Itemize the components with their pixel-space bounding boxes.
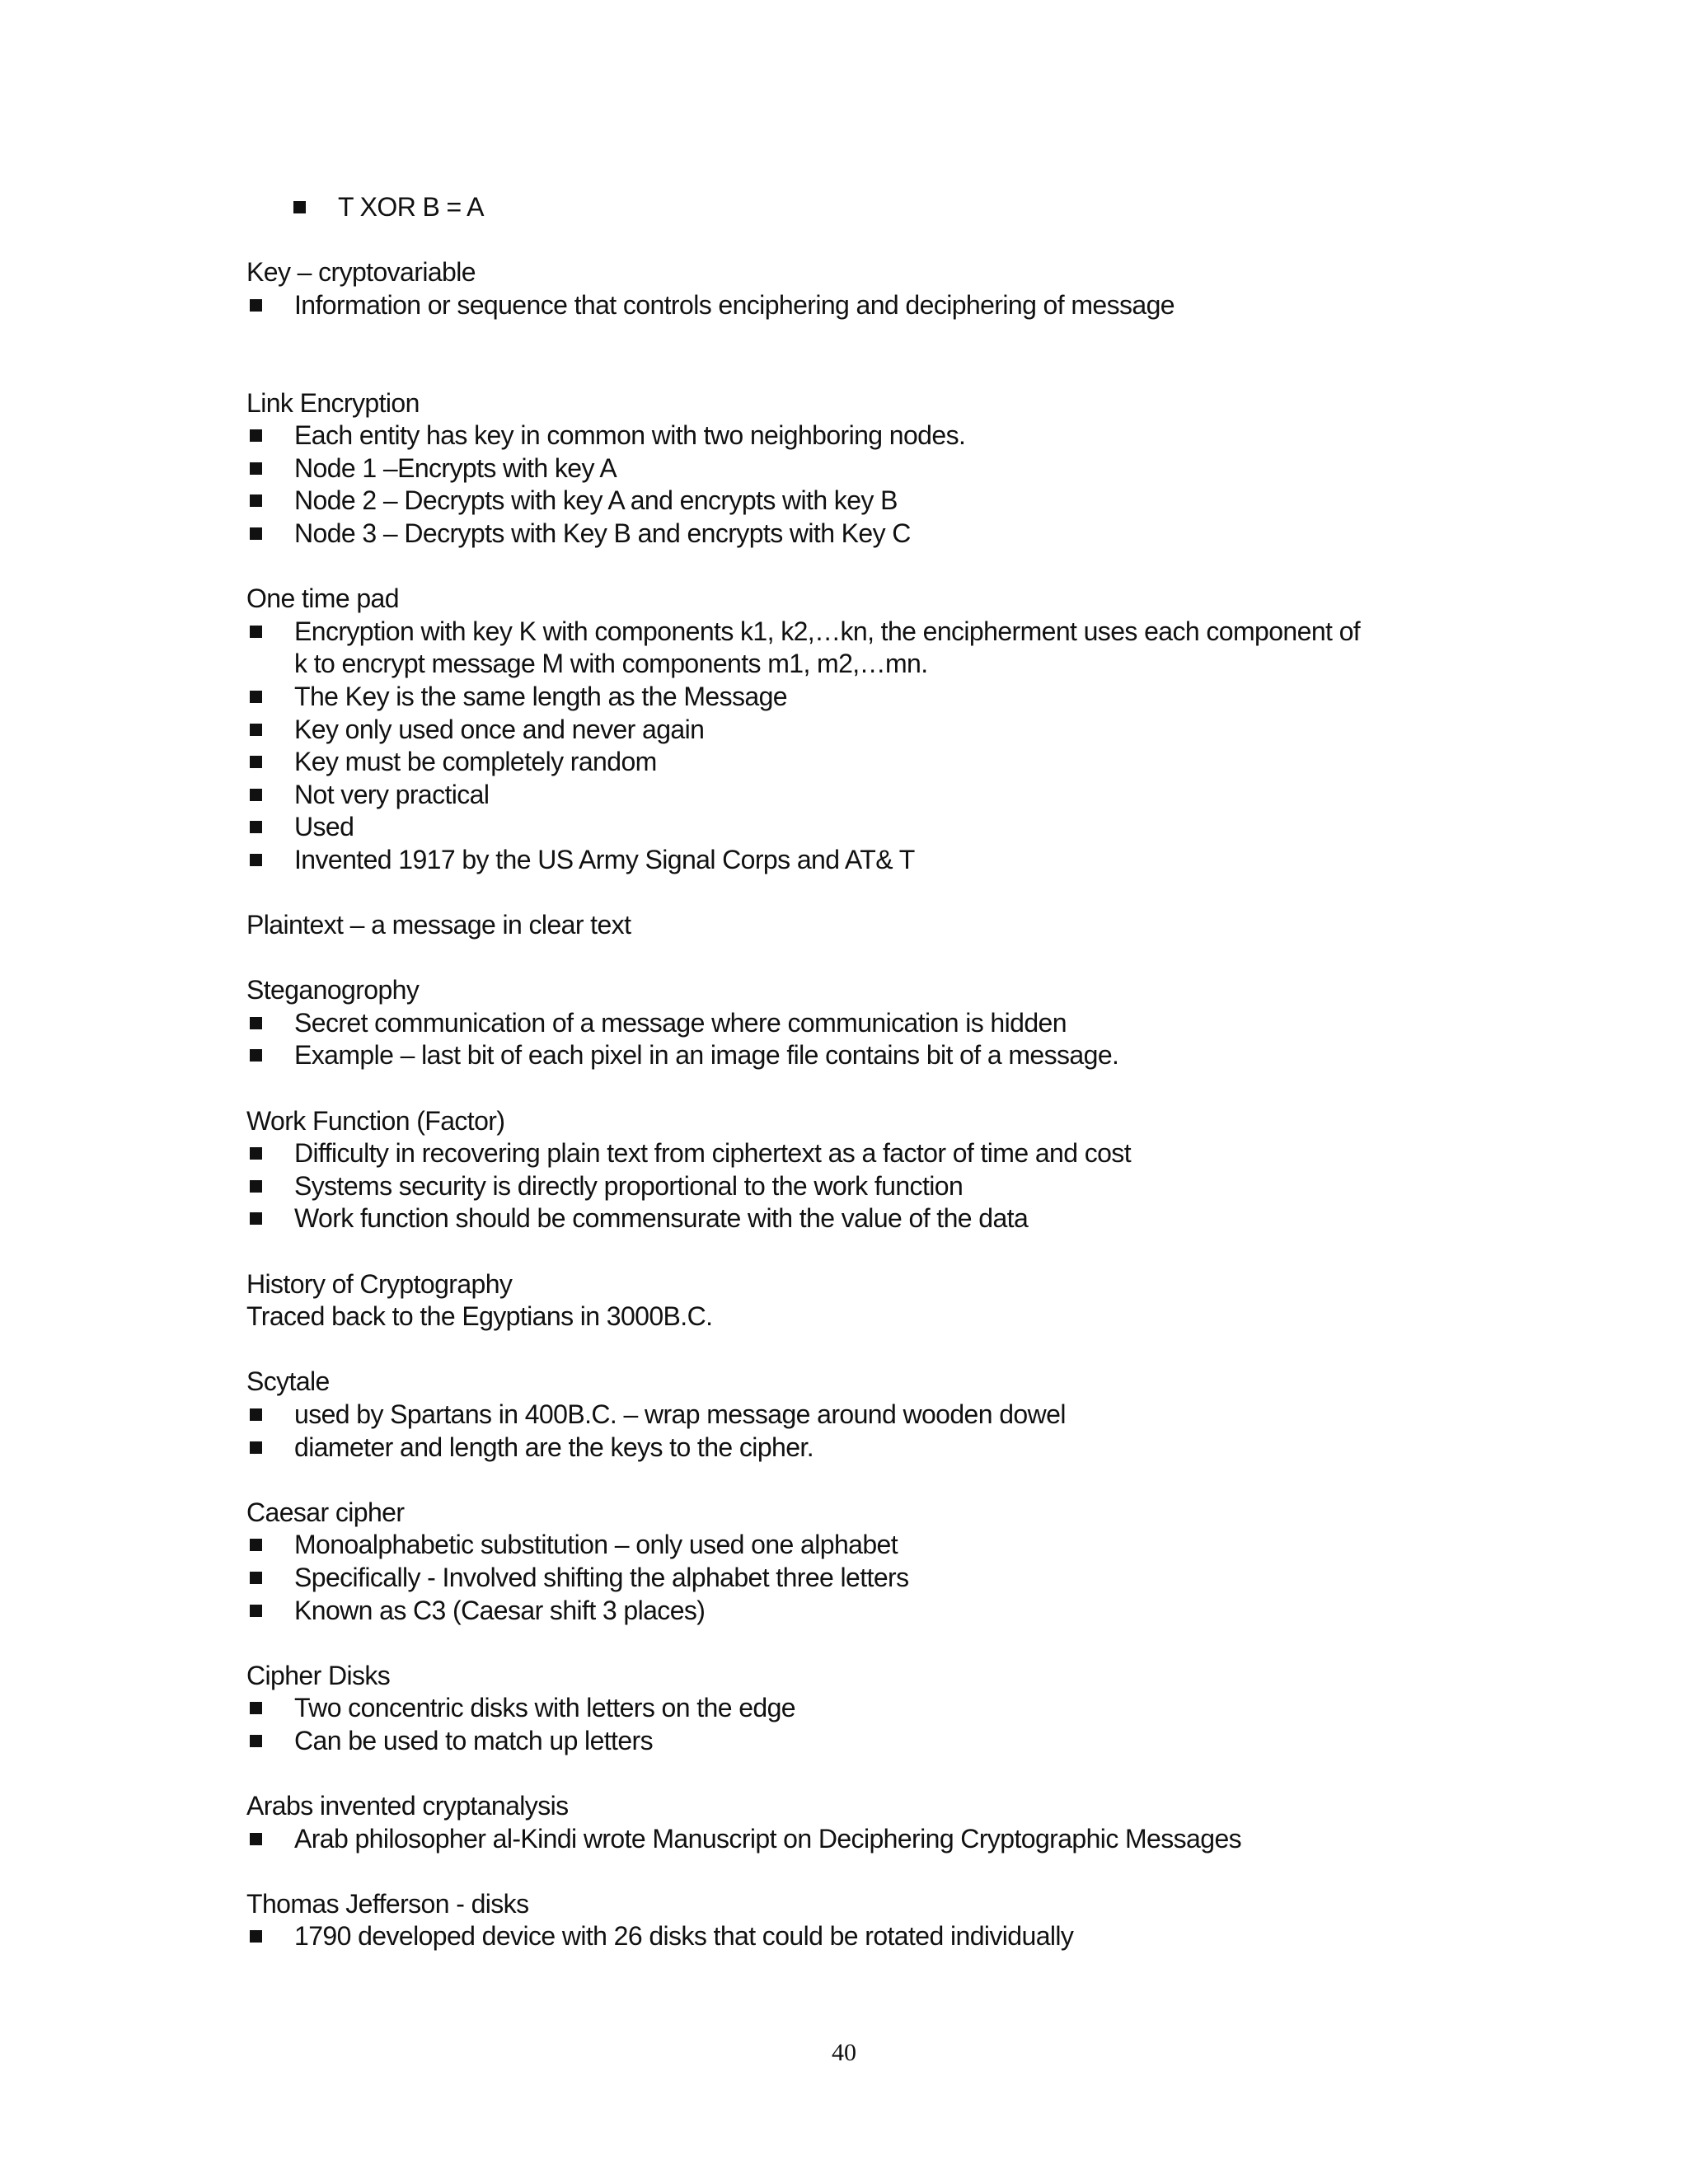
list-item [246, 681, 1532, 714]
square-bullet-icon [250, 756, 262, 768]
list-item [246, 779, 1532, 812]
square-bullet-icon [250, 691, 262, 703]
square-bullet-icon [250, 1441, 262, 1454]
list-item [246, 1137, 1532, 1170]
list-item [246, 616, 1532, 649]
list-item-text: Two concentric disks with letters on the edge [294, 1693, 795, 1723]
section-heading: Steganogrophy [246, 975, 420, 1005]
list-item [290, 191, 1532, 224]
list-item [246, 419, 1532, 452]
list-item-text: Monoalphabetic substitution – only used one alphabet [294, 1530, 898, 1560]
list-item-text: Known as C3 (Caesar shift 3 places) [294, 1595, 706, 1625]
list-item [246, 1595, 1532, 1628]
list-item-text: diameter and length are the keys to the cipher. [294, 1432, 814, 1462]
square-bullet-icon [250, 1180, 262, 1193]
section-heading: Arabs invented cryptanalysis [246, 1791, 569, 1821]
list-item [246, 452, 1532, 485]
square-bullet-icon [250, 429, 262, 442]
square-bullet-icon [250, 1017, 262, 1029]
list-item [246, 1170, 1532, 1203]
square-bullet-icon [250, 789, 262, 801]
list-item [246, 1007, 1532, 1040]
page-number: 40 [832, 2039, 856, 2066]
square-bullet-icon [250, 1539, 262, 1551]
list-item-text: Arab philosopher al-Kindi wrote Manuscript on Deciphering Cryptographic Messages [294, 1823, 1242, 1854]
section-heading: Thomas Jefferson - disks [246, 1888, 529, 1919]
list-item-text: 1790 developed device with 26 disks that could be rotated individually [294, 1921, 1074, 1952]
list-item [246, 1432, 1532, 1465]
list-item-text: Encryption with key K with components k1, k2,…kn, the encipherment uses each component of [294, 616, 1361, 646]
square-bullet-icon [250, 1147, 262, 1160]
list-item [246, 746, 1532, 779]
list-item-text: Work function should be commensurate with the value of the data [294, 1203, 1029, 1234]
list-item [246, 1920, 1532, 1953]
list-item-text: Node 2 – Decrypts with key A and encrypts with key B [294, 485, 898, 516]
square-bullet-icon [250, 1605, 262, 1617]
list-item-text: The Key is the same length as the Message [294, 681, 787, 711]
list-item-text: Systems security is directly proportional to the work function [294, 1170, 964, 1201]
square-bullet-icon [250, 494, 262, 507]
list-item-text: Information or sequence that controls enciphering and deciphering of message [294, 289, 1175, 320]
list-item-text: Used [294, 812, 354, 842]
square-bullet-icon [250, 1408, 262, 1421]
list-item-text: used by Spartans in 400B.C. – wrap message around wooden dowel [294, 1399, 1066, 1429]
list-item-text: Difficulty in recovering plain text from ciphertext as a factor of time and cost [294, 1138, 1131, 1169]
list-item [246, 1562, 1532, 1595]
square-bullet-icon [250, 724, 262, 736]
square-bullet-icon [293, 201, 306, 213]
list-item [246, 1823, 1532, 1856]
square-bullet-icon [250, 1572, 262, 1584]
section-heading: Caesar cipher [246, 1497, 405, 1527]
list-item-text: Node 3 – Decrypts with Key B and encrypts with Key C [294, 518, 911, 548]
list-item [246, 1399, 1532, 1432]
list-item-text: T XOR B = A [338, 192, 484, 222]
section-heading: One time pad [246, 583, 399, 614]
list-item [246, 1692, 1532, 1725]
page-body [246, 191, 1532, 1953]
list-item-text: Node 1 –Encrypts with key A [294, 452, 617, 483]
list-item-text: Each entity has key in common with two neighboring nodes. [294, 420, 966, 451]
list-item [246, 289, 1532, 322]
section-heading: Scytale [246, 1366, 330, 1397]
list-item [246, 485, 1532, 518]
square-bullet-icon [250, 1212, 262, 1225]
section-heading: Plaintext – a message in clear text [246, 910, 631, 940]
square-bullet-icon [250, 854, 262, 866]
square-bullet-icon [250, 1049, 262, 1062]
list-item-text: Secret communication of a message where communication is hidden [294, 1007, 1067, 1038]
list-item [246, 811, 1532, 844]
list-item-text: Example – last bit of each pixel in an image file contains bit of a message. [294, 1040, 1119, 1071]
square-bullet-icon [250, 527, 262, 540]
square-bullet-icon [250, 821, 262, 833]
square-bullet-icon [250, 1735, 262, 1747]
section-heading: Link Encryption [246, 387, 420, 418]
section-heading: Work Function (Factor) [246, 1105, 505, 1136]
list-item-text: Invented 1917 by the US Army Signal Corps and AT& T [294, 844, 915, 874]
section-text: Traced back to the Egyptians in 3000B.C. [246, 1301, 713, 1332]
square-bullet-icon [250, 462, 262, 475]
list-item-text: k to encrypt message M with components m1, m2,…mn. [294, 649, 928, 679]
section-heading: History of Cryptography [246, 1268, 513, 1299]
square-bullet-icon [250, 1702, 262, 1714]
list-item [246, 714, 1532, 747]
list-item-text: Key only used once and never again [294, 714, 705, 744]
square-bullet-icon [250, 299, 262, 312]
list-item [246, 1725, 1532, 1758]
square-bullet-icon [250, 1833, 262, 1845]
list-item-text: Specifically - Involved shifting the alphabet three letters [294, 1562, 909, 1592]
list-item-text: Key must be completely random [294, 747, 657, 777]
section-heading: Key – cryptovariable [246, 257, 476, 288]
list-item [246, 844, 1532, 877]
list-item-text: Not very practical [294, 779, 490, 809]
list-item [246, 518, 1532, 551]
list-item-continuation [246, 648, 1532, 681]
list-item [246, 1529, 1532, 1562]
list-item-text: Can be used to match up letters [294, 1725, 653, 1755]
square-bullet-icon [250, 1930, 262, 1943]
list-item [246, 1039, 1532, 1072]
section-heading: Cipher Disks [246, 1660, 391, 1690]
list-item [246, 1202, 1532, 1235]
square-bullet-icon [250, 626, 262, 638]
